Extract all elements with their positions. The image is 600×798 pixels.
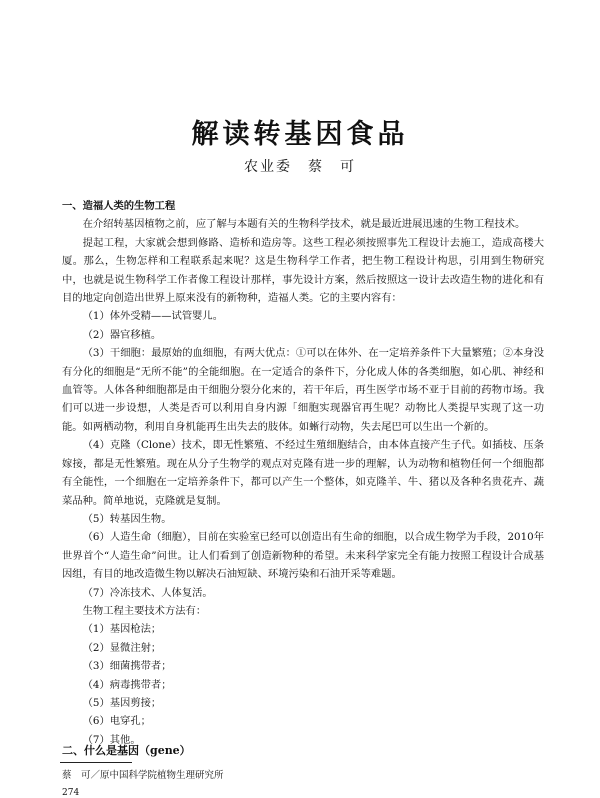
method-item: （4）病毒携带者；	[82, 678, 172, 691]
list-item: （5）转基因生物。	[82, 512, 172, 525]
list-item: （1）体外受精——试管婴儿。	[82, 310, 224, 323]
author-affiliation: 农业委	[244, 159, 292, 175]
method-item: （2）显微注射；	[82, 641, 162, 654]
page-number: 274	[62, 788, 80, 798]
list-item: （3）干细胞：最原始的血细胞，有两大优点：①可以在体外、在一定培养条件下大量繁殖；②本身没有分化的细胞是“无所不能”的全能细胞。在一定适合的条件下，分化成人体的各类细胞，如心肌、神经和血管等。人体各种细胞都是由干细胞分裂分化来的，若干年后，再生医学市场不亚于目前的药物市场。我们可以进一步设想，人类是否可以利用自身内源「细胞实现器官再生呢？动物比人类提早实现了这一功能。如两栖动物，利用自身机能再生出失去的肢体。如蜥行动物，失去尾巴可以生出一个新的。	[62, 347, 544, 433]
method-item: （1）基因枪法；	[82, 623, 162, 636]
paragraph: 提起工程，大家就会想到修路、造桥和造房等。这些工程必须按照事先工程设计去施工，造成高楼大厦。那么，生物怎样和工程联系起来呢？这是生物科学工作者，把生物工程设计构思，引用到生物研究中，也就是说生物科学工作者像工程设计那样，事先设计方案，然后按照这一设计去改造生物的进化和有目的地定向创造出世界上原来没有的新物种，造福人类。它的主要内容有：	[62, 236, 544, 305]
method-item: （3）细菌携带者；	[82, 660, 172, 673]
section-heading: 一、造福人类的生物工程	[62, 200, 176, 212]
article-title: 解读转基因食品	[191, 119, 409, 150]
list-item: （7）冷冻技术、人体复活。	[82, 586, 213, 599]
section-heading-2: 二、什么是基因（gene）	[62, 744, 191, 757]
methods-intro: 生物工程主要技术方法有：	[82, 604, 207, 617]
byline	[0, 156, 600, 176]
method-item: （7）其他。	[82, 733, 141, 746]
list-item: （4）克隆（Clone）技术，即无性繁殖、不经过生殖细胞结合，由本体直接产生子代。如插枝、压条嫁接，都是无性繁殖。现在从分子生物学的观点对克隆有进一步的理解，认为动物和植物任何一个细胞都有全能性，一个细胞在一定培养条件下，都可以产生一个整体，如克隆羊、牛、猪以及各种名贵花卉、蔬菜品种。简单地说，克隆就是复制。	[62, 439, 544, 507]
list-item: （6）人造生命（细胞），目前在实验室已经可以创造出有生命的细胞，以合成生物学为手段，2010年世界首个“人造生命”问世。让人们看到了创造新物种的希望。未来科学家完全有能力按照工程设计合成基因组，有目的地改造微生物以解决石油短缺、环境污染和石油开采等难题。	[62, 531, 544, 581]
method-item: （6）电穿孔；	[82, 715, 151, 728]
method-item: （5）基因剪接；	[82, 696, 162, 709]
paragraph: 在介绍转基因植物之前，应了解与本题有关的生物科学技术，就是最近进展迅速的生物工程技术。	[82, 218, 526, 231]
footnote-divider	[60, 762, 132, 763]
footnote: 蔡 可／原中国科学院植物生理研究所	[62, 770, 224, 781]
article-body	[62, 197, 544, 749]
author-name: 蔡 可	[308, 159, 356, 175]
list-item: （2）器官移植。	[82, 328, 162, 341]
